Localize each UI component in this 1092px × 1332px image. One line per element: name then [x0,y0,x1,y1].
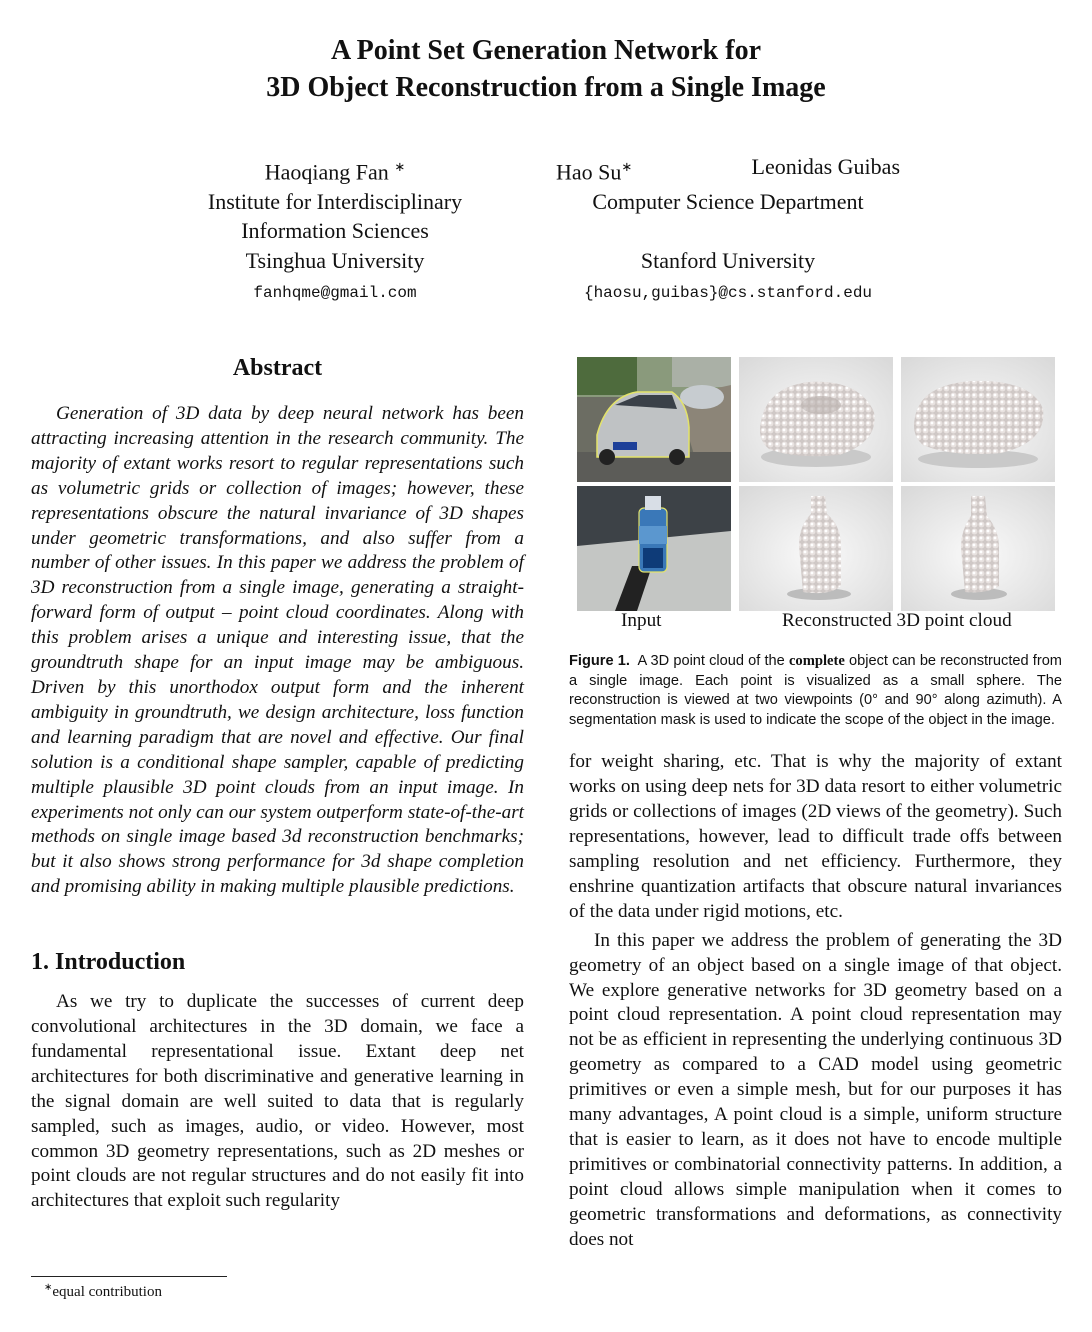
author-block-fan [180,152,490,309]
caption-bold: complete [788,653,845,669]
author-email-stanford[interactable]: {haosu,guibas}@cs.stanford.edu [583,284,873,303]
intro-heading: 1. Introduction [31,949,186,976]
title-line-2: 3D Object Reconstruction from a Single Image [266,72,826,103]
author-names-stanford [540,152,916,187]
abstract-text: Generation of 3D data by deep neural network has been attracting increasing attention in the research community. The majority of extant works resort to regular representations such as volumetric grids or collection of images; however, these representations obscure the natural invariance of 3D shapes under geometric transformations, and also suffer from a number of other issues. In this paper we address the problem of 3D reconstruction from a single image, generating a straight-forward form of output – point cloud coordinates. Along with this problem arises a unique and interesting issue, that the groundtruth shape for an input image may be ambiguous. Driven by this unorthodox output form and the inherent ambiguity in groundtruth, we design architecture, loss function and learning paradigm that are novel and effective. Our final solution is a conditional shape sampler, capable of predicting multiple plausible 3D point clouds from an input image. In experiments not only can our system outperform state-of-the-art methods on single image based 3d reconstruction benchmarks; but it also shows strong performance for 3d shape completion and promising ability in making multiple plausible predictions. [31,403,524,898]
affiliation-line-1: Institute for Interdisciplinary [207,188,463,214]
stanford-affiliation-line-1: Computer Science Department [592,188,864,214]
left-column [31,352,524,1214]
car-point-cloud-view-0 [739,357,893,482]
affiliation-line-3: Tsinghua University [245,247,425,273]
label-input: Input [621,610,662,631]
title-line-1: A Point Set Generation Network for [330,35,762,66]
author-name-fan: Haoqiang Fan ∗ [264,159,406,185]
affiliation-line-2: Information Sciences [241,218,429,244]
bottle-point-cloud-view-90 [901,486,1055,611]
caption-pre: A 3D point cloud of the [637,653,785,669]
right-paragraph-2: In this paper we address the problem of generating the 3D geometry of an object based on a single image of that object. We explore generative networks for 3D geometry based on a point cloud representation. A point cloud representation may not be as efficient in representing the underlying continuous 3D geometry as compared to a CAD model using geometric primitives or even a simple mesh, but for our purposes it has many advantages, A point cloud is a simple, uniform structure that is easier to learn, as it does not have to encode multiple primitives or combinatorial connectivity patterns. In addition, a point cloud allows simple manipulation when it comes to geometric transformations and deformations, as connectivity does not [569,929,1062,1250]
figure-1-caption [569,652,1062,730]
paper-title [0,32,1092,106]
caption-post: object can be reconstructed from a single image. Each point is visualized as a small sphere. The reconstruction is viewed at two viewpoints (0° and 90° along azimuth). A segmentation mask is used to indicate the scope of the object in the image. [569,653,1062,728]
abstract-heading: Abstract [232,355,323,381]
label-reconstructed: Reconstructed 3D point cloud [782,610,1012,631]
right-body-text [569,750,1062,1252]
footnote: ∗equal contribution [44,1282,162,1300]
stanford-affiliation-line-3: Stanford University [640,247,816,273]
right-paragraph-1: for weight sharing, etc. That is why the majority of extant works on using deep nets for 3D data resort to either volumetric grids or collections of images (2D views of the geometry). Such representations, however, lead to difficult trade offs between sampling resolution and net efficiency. Furthermore, they enshrine quantization artifacts that obscure natural invariances of the data under rigid motions, etc. [569,751,1062,922]
author-block-stanford [540,152,916,309]
author-email-fan[interactable]: fanhqme@gmail.com [253,284,417,303]
intro-text: As we try to duplicate the successes of current deep convolutional architectures in the 3D domain, we face a fundamental representational issue. Extant deep net architectures for both discriminative and generative learning in the signal domain are well suited to data that is regularly sampled, such as images, audio, or video. However, most common 3D geometry representations, such as 2D meshes or point clouds are not regular structures and do not easily fit into architectures that exploit such regularity [31,991,524,1212]
author-name-guibas: Leonidas Guibas [751,154,900,179]
car-input-photo [577,357,731,482]
footnote-divider [31,1276,227,1277]
figure-1-image-grid [577,352,1057,608]
bottle-input-photo [577,486,731,611]
figure-labels [569,610,1062,636]
author-name-su: Hao Su∗ [556,159,633,185]
car-point-cloud-view-90 [901,357,1055,482]
right-column [569,352,1062,1253]
bottle-point-cloud-view-0 [739,486,893,611]
caption-label: Figure 1. [569,653,630,669]
